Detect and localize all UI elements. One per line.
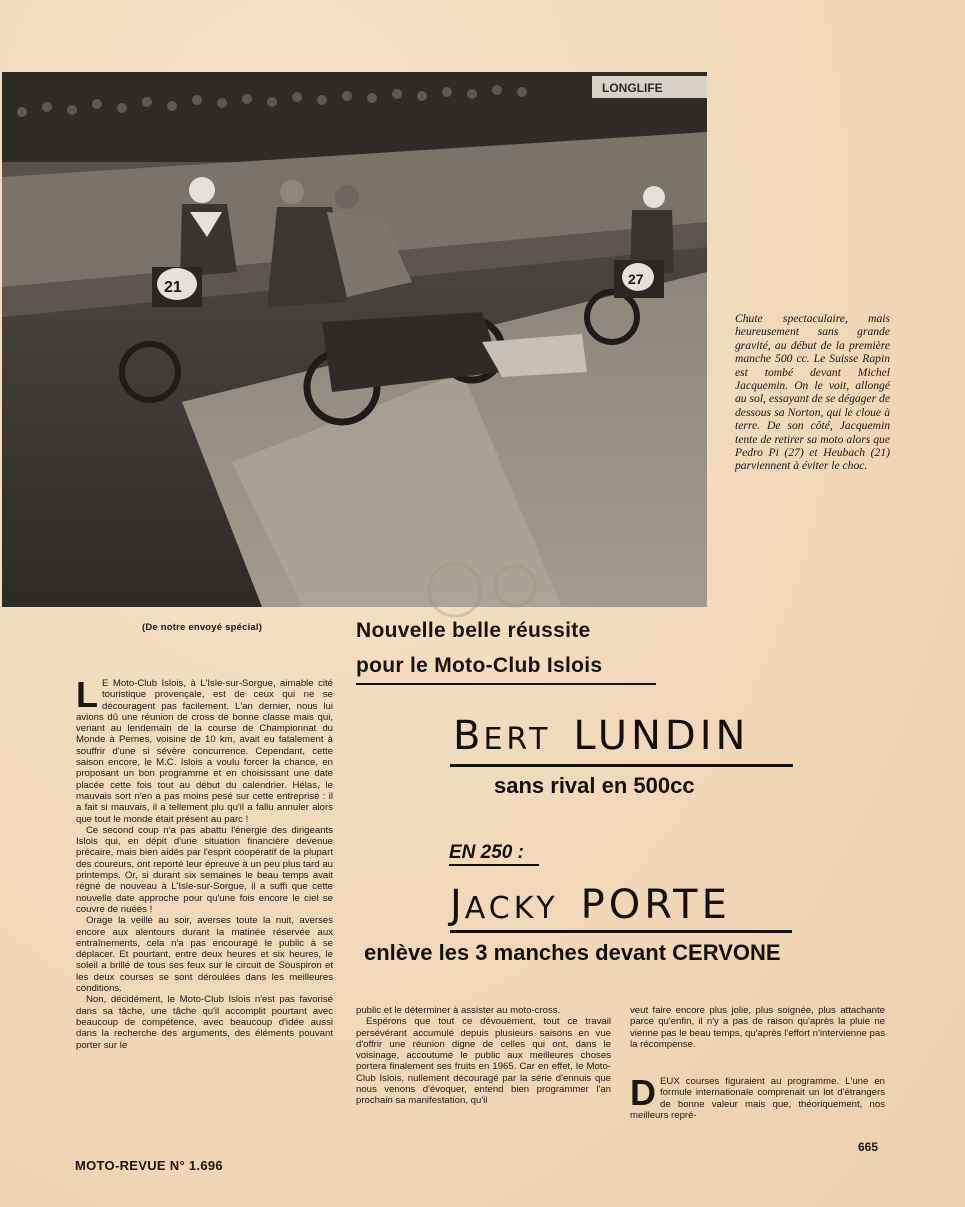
banner-text: LONGLIFE — [602, 81, 663, 95]
watermark-logo — [420, 560, 550, 620]
article-text: E Moto-Club Islois, à L'Isle-sur-Sorgue, aimable cité touristique provençale, est de ceux qui ne se découragent pas facilement. L'an dernier, nous lui avions dû une réunion de cross de bonne classe mais qui, venant au lendemain de la course de Championnat du Monde à Pernes, voisine de 10 km, avait eu fatalement à souffrir d'une si sévère concurrence. Cependant, cette saison encore, le M.C. Islois a voulu forcer la chance, en proposant un bon programme et en choisissant une date placée cette fois tout au début du calendrier. Hélas, le mauvais sort n'en a pas moins pesé sur cette entreprise : il a fait si mauvais, il a tellement plu qu'il a fallu annuler alors que tout le monde était présent au parc ! — [76, 678, 333, 825]
article-text: EUX courses figuraient au programme. L'une en formule internationale comprenait un lot d'étrangers de bonne valeur mais que, théoriquement, nos meilleurs repré- — [630, 1076, 885, 1122]
dropcap-l: L — [76, 674, 98, 715]
headline-line-2: pour le Moto-Club Islois — [356, 654, 603, 677]
article-paragraph: Non, décidément, le Moto-Club Islois n'est pas favorisé dans sa tâche, une tâche qu'il accomplit pourtant avec beaucoup de compétence, avec beaucoup d'idée aussi dans la recherche des arguments, des éléments pouvant porter sur le — [76, 994, 333, 1051]
publication-issue: MOTO-REVUE N° 1.696 — [75, 1158, 223, 1173]
section-label-250: EN 250 : — [449, 842, 524, 863]
photo-caption-text: Chute spectaculaire, mais heureusement sans grande gravité, au début de la première manche 500 cc. Le Suisse Rapin est tombé devant Michel Jacquemin. On le voit, allongé au sol, essayant de se dégager de dessous sa Norton, qui le cloue à terre. De son côté, Jacquemin tente de retirer sa moto alors que Pedro Pi (27) et Heubach (21) parviennent à éviter le choc. — [735, 312, 890, 473]
winner-250-last: PORTE — [580, 882, 731, 928]
winner-500-initial: B — [453, 713, 484, 759]
article-paragraph: Orage la veille au soir, averses toute la nuit, averses encore aux alentours durant la matinée réservée aux entraînements, cela n'a pas encouragé le public à se déplacer. Et pourtant, entre deux heures et six heures, le soleil a brillé de tous ses feux sur le circuit de Souspiron et les deux courses se sont déroulées dans les meilleures conditions. — [76, 915, 333, 995]
article-column-2 — [356, 1005, 611, 1107]
article-paragraph: Ce second coup n'a pas abattu l'énergie des dirigeants Islois qui, en dépit d'une situation financière devenue précaire, mais bien aidés par l'esprit coopératif de la plupart des coureurs, ont reporté leur épreuve à un peu plus tard au printemps. Or, si durant six semaines le beau temps avait régné de nouveau à L'Isle-sur-Sorgue, il a suffi que cette nouvelle date approche pour qu'une fois encore le ciel se couvre de nuées ! — [76, 824, 333, 915]
winner-250-first-rest: ACKY — [464, 891, 559, 926]
winner-500-subtitle: sans rival en 500cc — [494, 773, 695, 798]
rider-number-27: 27 — [628, 271, 644, 287]
dropcap-d: D — [630, 1072, 656, 1114]
winner-500-last: LUNDIN — [573, 713, 750, 759]
rider-number-21: 21 — [164, 279, 182, 296]
page-number: 665 — [858, 1140, 879, 1154]
article-column-1 — [76, 674, 333, 1051]
article-paragraph: Espérons que tout ce dévouement, tout ce travail persévérant accumulé depuis plusieurs saisons en vue d'offrir une réunion digne de celles qui ont, dans le voisinage, accoutumé le public aux meilleures choses portera finalement ses fruits en 1965. Car en effet, le Moto-Club Islois, nullement découragé par la série d'ennuis que nous venons d'évoquer, entend bien programmer l'an prochain sa manifestation, qu'il — [356, 1016, 611, 1107]
article-paragraph — [630, 1072, 885, 1122]
race-photo — [2, 72, 707, 607]
winner-500-name — [453, 713, 749, 759]
headline-rule — [356, 683, 656, 685]
article-paragraph: veut faire encore plus jolie, plus soignée, plus attachante parce qu'enfin, il n'y a pas de raison qu'après la pluie ne vienne pas le beau temps, qu'après l'effort n'intervienne pas la récompense. — [630, 1005, 885, 1050]
article-column-3 — [630, 1005, 885, 1121]
winner-500-rule — [450, 764, 793, 767]
winner-250-subtitle: enlève les 3 manches devant CERVONE — [364, 940, 781, 965]
photo-caption — [735, 312, 890, 473]
article-paragraph — [76, 674, 333, 825]
byline: (De notre envoyé spécial) — [142, 622, 263, 633]
section-label-rule — [449, 864, 539, 866]
winner-500-first-rest: ERT — [483, 722, 552, 757]
winner-250-rule — [450, 930, 792, 933]
winner-250-initial: J — [450, 882, 465, 928]
race-photo-illustration — [2, 72, 707, 607]
winner-250-name — [450, 882, 731, 928]
article-paragraph: public et le déterminer à assister au moto-cross. — [356, 1005, 561, 1016]
headline-line-1: Nouvelle belle réussite — [356, 619, 591, 642]
